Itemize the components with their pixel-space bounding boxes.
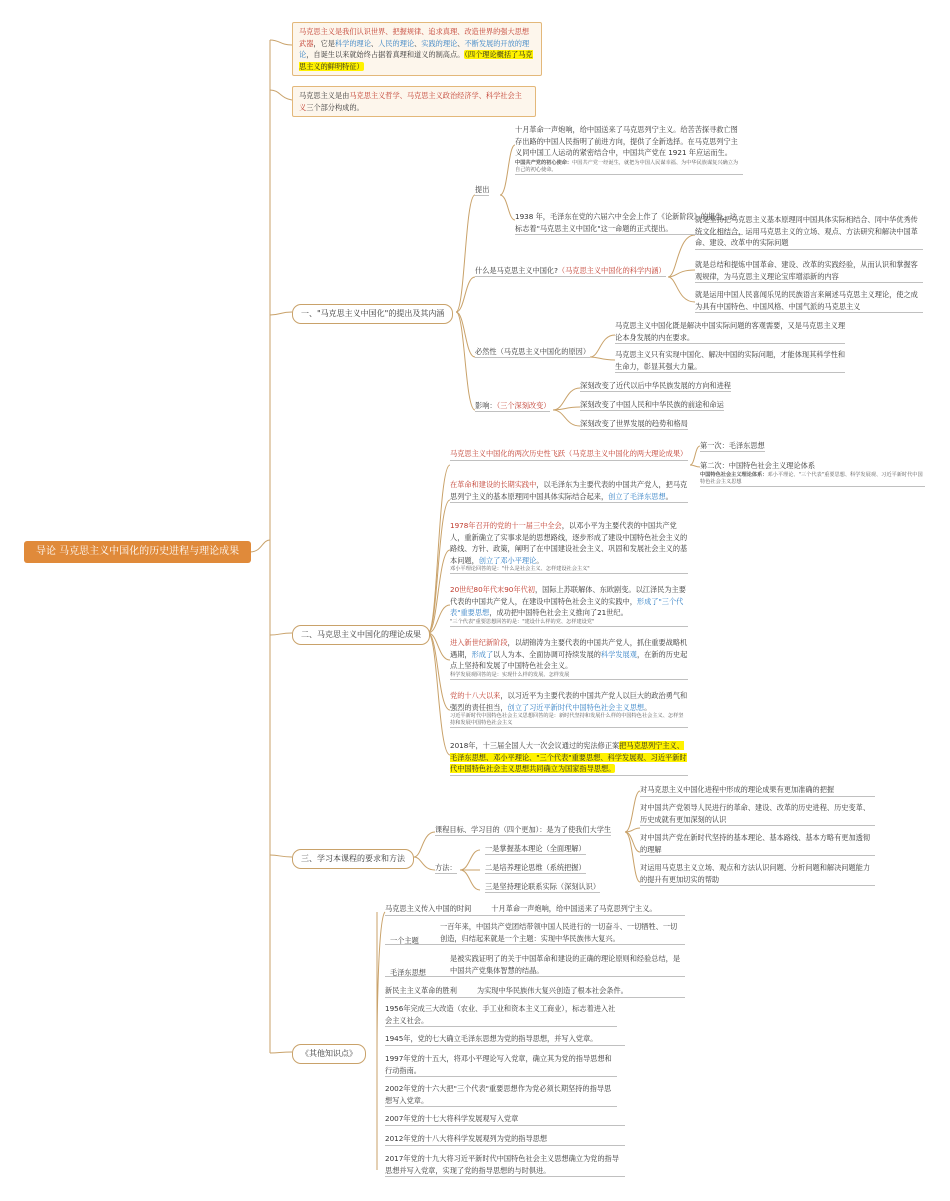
root-topic[interactable]: 导论 马克思主义中国化的历史进程与理论成果 bbox=[24, 541, 251, 563]
intro-blue-2: 人民的理论 bbox=[378, 38, 415, 48]
s2-e-text: ，以习近平为主要代表的中国共产党人以巨大的政治勇气和强烈的责任担当， bbox=[450, 691, 688, 712]
s1-tichu-text-2: 1938 年，毛泽东在党的六届六中全会上作了《论新阶段》的报告，这标志着"马克思主义中国化"这一命题的正式提出。 bbox=[515, 211, 743, 235]
intro-sep: 、 bbox=[414, 38, 422, 48]
s1-shenme-item-1: 就是坚持把马克思主义基本原理同中国具体实际相结合、同中华优秀传统文化相结合，运用马克思主义的立场、观点、方法研究和解决中国革命、建设、改革中的实际问题 bbox=[695, 214, 923, 250]
s4-item-2 bbox=[385, 921, 685, 945]
intro-blue-1: 科学的理论 bbox=[334, 38, 371, 48]
s2-leap-second bbox=[700, 460, 925, 487]
s3-goal-3: 对中国共产党在新时代坚持的基本理论、基本路线、基本方略有更加透彻的理解 bbox=[640, 832, 875, 856]
intro2-text: 马克思主义是由 bbox=[299, 91, 350, 100]
intro-text: ，自诞生以来就始终占据着真理和道义的制高点。 bbox=[306, 50, 465, 59]
s2-leap-first: 第一次：毛泽东思想 bbox=[700, 441, 765, 450]
s1-shenme-label[interactable] bbox=[475, 265, 666, 277]
s4-item-10: 2012年党的十八大将科学发展观列为党的指导思想 bbox=[385, 1133, 625, 1146]
s1-biran-label[interactable]: 必然性（马克思主义中国化的原因） bbox=[475, 347, 591, 356]
s2-a-red: 在革命和建设的长期实践中 bbox=[450, 480, 537, 489]
s4-item-1 bbox=[385, 903, 685, 916]
s2-d-end: ，在新的历史起点上坚持和发展了中国特色社会主义。 bbox=[450, 649, 688, 670]
s4-item-3-value: 是被实践证明了的关于中国革命和建设的正确的理论原则和经验总结，是中国共产党集体智慧的结晶。 bbox=[450, 954, 681, 975]
s2-e-note: 习近平新时代中国特色社会主义思想回答的是：新时代坚持和发展什么样的中国特色社会主义、怎样坚持和发展中国特色社会主义 bbox=[450, 713, 684, 726]
s1-shenme-item-2: 就是总结和提炼中国革命、建设、改革的实践经验，从而认识和掌握客观规律，为马克思主义理论宝库增添新的内容 bbox=[695, 259, 923, 283]
intro2-text: 三个部分构成的。 bbox=[306, 102, 364, 112]
s2-item-a bbox=[450, 479, 688, 503]
intro-blue-4: 不断发展的开放的理论 bbox=[299, 38, 530, 59]
s4-item-9: 2007年党的十七大将科学发展观写入党章 bbox=[385, 1113, 625, 1126]
section-3-title[interactable]: 三、学习本课程的要求和方法 bbox=[292, 849, 414, 869]
s1-shenme-red: （马克思主义中国化的科学内涵） bbox=[557, 266, 666, 275]
s4-item-4 bbox=[385, 985, 685, 998]
s1-tichu-note bbox=[515, 160, 743, 174]
s2-c-text: ，国际上苏联解体、东欧剧变。以江泽民为主要代表的中国共产党人，在建设中国特色社会主义的实践中， bbox=[450, 585, 686, 606]
s3-method-label[interactable]: 方法： bbox=[435, 863, 457, 872]
s2-item-d bbox=[450, 637, 688, 680]
intro2-red: 马克思主义哲学、马克思主义政治经济学、科学社会主义 bbox=[299, 91, 522, 112]
s2-c-red: 20世纪80年代末90年代初 bbox=[450, 585, 535, 594]
s1-tichu-t1: 十月革命一声炮响，给中国送来了马克思列宁主义。给苦苦探寻救亡图存出路的中国人民指明了前进方向，提供了全新选择。在马克思列宁主义同中国工人运动的紧密结合中，中国共产党在 1921 年应运而生。 bbox=[515, 125, 738, 157]
s2-c-end: ，成功把中国特色社会主义推向了21世纪。 bbox=[489, 608, 628, 617]
s4-item-4-key: 新民主主义革命的胜利 bbox=[385, 986, 457, 995]
s4-item-8: 2002年党的十六大把"三个代表"重要思想作为党必须长期坚持的指导思想写入党章。 bbox=[385, 1083, 617, 1107]
s1-yingxiang-item-3: 深刻改变了世界发展的趋势和格局 bbox=[580, 419, 688, 428]
s3-method-3: 三是坚持理论联系实际（深刻认识） bbox=[485, 882, 601, 891]
s2-f-highlight: 把马克思列宁主义、毛泽东思想、邓小平理论、"三个代表"重要思想、科学发展观、习近平新时代中国特色社会主义思想共同确立为国家指导思想。 bbox=[450, 741, 687, 773]
intro-text: ，它是 bbox=[313, 38, 335, 48]
s4-item-5: 1956年完成三大改造（农业、手工业和资本主义工商业），标志着进入社会主义社会。 bbox=[385, 1003, 617, 1027]
s2-d-text-2: 以人为本、全面协调可持续发展的 bbox=[493, 649, 601, 659]
s1-tichu-note-text: 中国共产党一经诞生，就把为中国人民谋幸福、为中华民族谋复兴确立为自己的初心使命。 bbox=[515, 159, 739, 173]
s2-b-text: ，以邓小平为主要代表的中国共产党人，重新确立了实事求是的思想路线，逐步形成了建设中国特色社会主义的路线、方针、政策，阐明了在中国建设社会主义、巩固和发展社会主义的基本问题， bbox=[450, 521, 688, 565]
s2-b-blue: 创立了邓小平理论 bbox=[478, 555, 537, 565]
s4-item-1-key: 马克思主义传入中国的时间 bbox=[385, 904, 472, 913]
s1-tichu-label[interactable]: 提出 bbox=[475, 185, 490, 194]
s2-c-note: "三个代表"重要思想回答的是："建设什么样的党、怎样建设党" bbox=[450, 618, 595, 625]
intro-blue-3: 实践的理论 bbox=[421, 38, 458, 48]
s2-a-text: ，以毛泽东为主要代表的中国共产党人，把马克思列宁主义的基本原理同中国具体实际结合起来， bbox=[450, 480, 688, 501]
s2-d-red: 进入新世纪新阶段 bbox=[450, 638, 508, 647]
intro-box-2 bbox=[292, 86, 536, 117]
s2-leap-note-text: 邓小平理论、"三个代表"重要思想、科学发展观、习近平新时代中国特色社会主义思想 bbox=[700, 471, 923, 485]
s3-method-2: 二是培养理论思维（系统把握） bbox=[485, 863, 586, 872]
s2-leap[interactable]: 马克思主义中国化的两次历史性飞跃（马克思主义中国化的两大理论成果） bbox=[450, 448, 688, 461]
s2-b-note: 邓小平理论回答的是："什么是社会主义、怎样建设社会主义" bbox=[450, 566, 590, 572]
section-2-title[interactable]: 二、马克思主义中国化的理论成果 bbox=[292, 625, 430, 645]
s1-biran-item-2: 马克思主义只有实现中国化、解决中国的实际问题，才能体现其科学性和生命力，彰显其强大力量。 bbox=[615, 349, 845, 373]
s3-goal-2: 对中国共产党领导人民进行的革命、建设、改革的历史进程、历史变革、历史成就有更加深刻的认识 bbox=[640, 802, 875, 826]
s3-method-1: 一是掌握基本理论（全面理解） bbox=[485, 844, 586, 853]
s2-leap-note bbox=[700, 472, 925, 486]
s2-d-note: 科学发展观回答的是：实现什么样的发展、怎样发展 bbox=[450, 671, 570, 678]
s1-tichu-text-1 bbox=[515, 124, 743, 175]
s2-item-c bbox=[450, 584, 688, 627]
s1-yingxiang-label[interactable] bbox=[475, 400, 550, 412]
s4-item-6: 1945年，党的七大确立毛泽东思想为党的指导思想，并写入党章。 bbox=[385, 1033, 625, 1046]
s1-tichu-note-bold: 中国共产党的初心使命： bbox=[515, 159, 573, 166]
s2-item-b bbox=[450, 520, 688, 574]
s4-item-2-key: 一个主题 bbox=[390, 936, 419, 945]
s4-item-2-value: 一百年来，中国共产党团结带领中国人民进行的一切奋斗、一切牺牲、一切创造，归结起来就是一个主题：实现中华民族伟大复兴。 bbox=[440, 922, 678, 943]
intro-highlight: （四个理论概括了马克思主义的鲜明特征） bbox=[299, 50, 533, 71]
s2-e-red: 党的十八大以来 bbox=[450, 691, 501, 700]
s4-item-3 bbox=[385, 953, 685, 977]
s2-leap-second-text: 第二次：中国特色社会主义理论体系 bbox=[700, 461, 816, 470]
s1-yingxiang-text: 影响： bbox=[475, 401, 497, 410]
s1-yingxiang-item-1: 深刻改变了近代以后中华民族发展的方向和进程 bbox=[580, 381, 731, 390]
s2-c-blue: 形成了"三个代表"重要思想 bbox=[450, 596, 684, 617]
s4-item-11: 2017年党的十九大将习近平新时代中国特色社会主义思想确立为党的指导思想并写入党章，实现了党的指导思想的与时俱进。 bbox=[385, 1153, 625, 1177]
s1-shenme-text: 什么是马克思主义中国化? bbox=[475, 266, 558, 275]
s4-item-1-value: 十月革命一声炮响，给中国送来了马克思列宁主义。 bbox=[491, 904, 657, 913]
s1-yingxiang-red: （三个深刻改变） bbox=[496, 401, 551, 410]
section-1-title[interactable]: 一、"马克思主义中国化"的提出及其内涵 bbox=[292, 304, 453, 324]
s2-f-text: 2018年，十三届全国人大一次会议通过的宪法修正案 bbox=[450, 741, 620, 750]
s3-goal-label[interactable]: 课程目标、学习目的（四个更加）：是为了使我们大学生 bbox=[435, 825, 612, 834]
s1-shenme-item-3: 就是运用中国人民喜闻乐见的民族语言来阐述马克思主义理论，使之成为具有中国特色、中国风格、中国气派的马克思主义 bbox=[695, 289, 923, 313]
s2-e-blue: 创立了习近平新时代中国特色社会主义思想 bbox=[507, 702, 645, 712]
s2-b-end: 。 bbox=[536, 555, 544, 565]
s3-goal-4: 对运用马克思主义立场、观点和方法认识问题、分析问题和解决问题能力的提升有更加切实的帮助 bbox=[640, 862, 875, 886]
intro-box-1 bbox=[292, 22, 542, 76]
s2-a-blue: 创立了毛泽东思想 bbox=[608, 491, 666, 501]
s2-d-text: ，以胡锦涛为主要代表的中国共产党人，抓住重要战略机遇期， bbox=[450, 638, 688, 659]
s2-a-end: 。 bbox=[665, 491, 673, 501]
s2-item-e bbox=[450, 690, 688, 728]
s2-b-red: 1978年召开的党的十一届三中全会 bbox=[450, 521, 562, 530]
s3-goal-1: 对马克思主义中国化进程中形成的理论成果有更加准确的把握 bbox=[640, 784, 875, 797]
intro-text-red: 马克思主义是我们认识世界、把握规律、追求真理、改造世界的强大思想武器 bbox=[299, 27, 530, 48]
intro-sep: 、 bbox=[457, 38, 465, 48]
s4-item-7: 1997年党的十五大，将邓小平理论写入党章，确立其为党的指导思想和行动指南。 bbox=[385, 1053, 617, 1077]
s2-d-blue-1: 形成了 bbox=[471, 649, 494, 659]
intro-sep: 、 bbox=[370, 38, 379, 48]
s4-item-4-value: 为实现中华民族伟大复兴创造了根本社会条件。 bbox=[476, 986, 628, 995]
s2-d-blue-2: 科学发展观 bbox=[600, 649, 637, 659]
s2-leap-note-bold: 中国特色社会主义理论体系： bbox=[700, 471, 768, 478]
s4-item-3-key: 毛泽东思想 bbox=[390, 968, 426, 977]
section-4-title[interactable]: 《其他知识点》 bbox=[292, 1044, 366, 1064]
s1-biran-item-1: 马克思主义中国化既是解决中国实际问题的客观需要，又是马克思主义理论本身发展的内在要求。 bbox=[615, 320, 845, 344]
s2-item-f bbox=[450, 740, 688, 776]
s2-e-end: 。 bbox=[644, 702, 652, 712]
s1-yingxiang-item-2: 深刻改变了中国人民和中华民族的前途和命运 bbox=[580, 400, 724, 409]
